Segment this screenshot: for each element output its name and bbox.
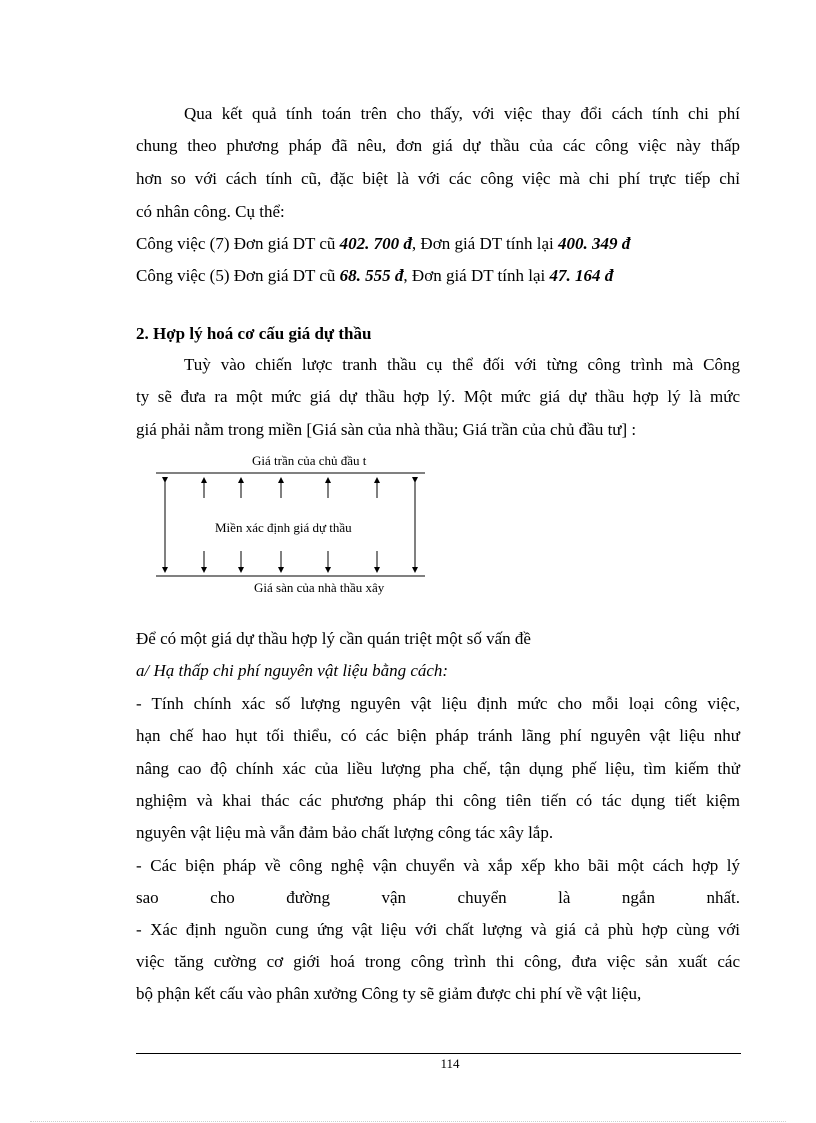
- bullet3-line3: bộ phận kết cấu vào phân xưởng Công ty sẽ giảm được chi phí về vật liệu,: [136, 984, 642, 1003]
- para1-line1: Qua kết quả tính toán trên cho thấy, với việc thay đổi cách tính chi phí: [184, 104, 740, 123]
- para2-line3: giá phải nằm trong miền [Giá sàn của nhà thầu; Giá trần của chủ đầu tư] :: [136, 420, 637, 439]
- para3: Để có một giá dự thầu hợp lý cần quán triệt một số vấn đề: [136, 629, 531, 648]
- para2-line2: ty sẽ đưa ra một mức giá dự thầu hợp lý. Một mức giá dự thầu hợp lý là mức: [136, 387, 740, 406]
- diagram-top-label: Giá trần của chủ đầu t: [252, 453, 367, 468]
- subheading-a: a/ Hạ thấp chi phí nguyên vật liệu bằng cách:: [136, 661, 449, 680]
- cv7-prefix: Công việc (7) Đơn giá DT cũ: [136, 234, 340, 253]
- bullet3-line1: - Xác định nguồn cung ứng vật liệu với chất lượng và giá cả phù hợp cùng với: [136, 920, 740, 939]
- cv5-old-price: 68. 555 đ: [339, 266, 404, 285]
- cv7-mid: , Đơn giá DT tính lại: [411, 234, 558, 253]
- cv7-new-price: 400. 349 đ: [558, 234, 631, 253]
- bullet1-line5: nguyên vật liệu mà vẫn đảm bảo chất lượng công tác xây lắp.: [136, 823, 554, 842]
- cv5-mid: , Đơn giá DT tính lại: [403, 266, 550, 285]
- cv7-old-price: 402. 700 đ: [339, 234, 412, 253]
- bullet1-line2: hạn chế hao hụt tối thiểu, có các biện pháp tránh lãng phí nguyên vật liệu như: [136, 726, 740, 745]
- cv5-prefix: Công việc (5) Đơn giá DT cũ: [136, 266, 340, 285]
- cv5-new-price: 47. 164 đ: [549, 266, 614, 285]
- para1-line3: hơn so với cách tính cũ, đặc biệt là với các công việc mà chi phí trực tiếp chỉ: [136, 169, 740, 188]
- footer-rule: [136, 1053, 741, 1054]
- page-number: 114: [440, 1056, 460, 1071]
- bullet3-line2: việc tăng cường cơ giới hoá trong công trình thi công, đưa việc sản xuất các: [136, 952, 740, 971]
- para2-line1: Tuỳ vào chiến lược tranh thầu cụ thể đối với từng công trình mà Công: [184, 355, 740, 374]
- page-edge-rule: [30, 1121, 786, 1122]
- diagram-bottom-label: Giá sàn của nhà thầu xây: [254, 580, 385, 595]
- diagram-middle-label: Miền xác định giá dự thầu: [215, 520, 352, 535]
- bullet2-line1: - Các biện pháp về công nghệ vận chuyển và xắp xếp kho bãi một cách hợp lý: [136, 856, 740, 875]
- bullet1-line4: nghiệm và khai thác các phương pháp thi công tiên tiến có tác dụng tiết kiệm: [136, 791, 740, 810]
- bullet1-line1: - Tính chính xác số lượng nguyên vật liệu định mức cho mỗi loại công việc,: [136, 694, 740, 713]
- para1-line2: chung theo phương pháp đã nêu, đơn giá dự thầu của các công việc này thấp: [136, 136, 740, 155]
- section-heading: 2. Hợp lý hoá cơ cấu giá dự thầu: [136, 324, 372, 343]
- para1-line4: có nhân công. Cụ thể:: [136, 202, 285, 221]
- bullet1-line3: nâng cao độ chính xác của liều lượng pha chế, tận dụng phế liệu, tìm kiếm thử: [136, 759, 740, 778]
- bullet2-line2: sao cho đường vận chuyển là ngắn nhất.: [136, 888, 740, 907]
